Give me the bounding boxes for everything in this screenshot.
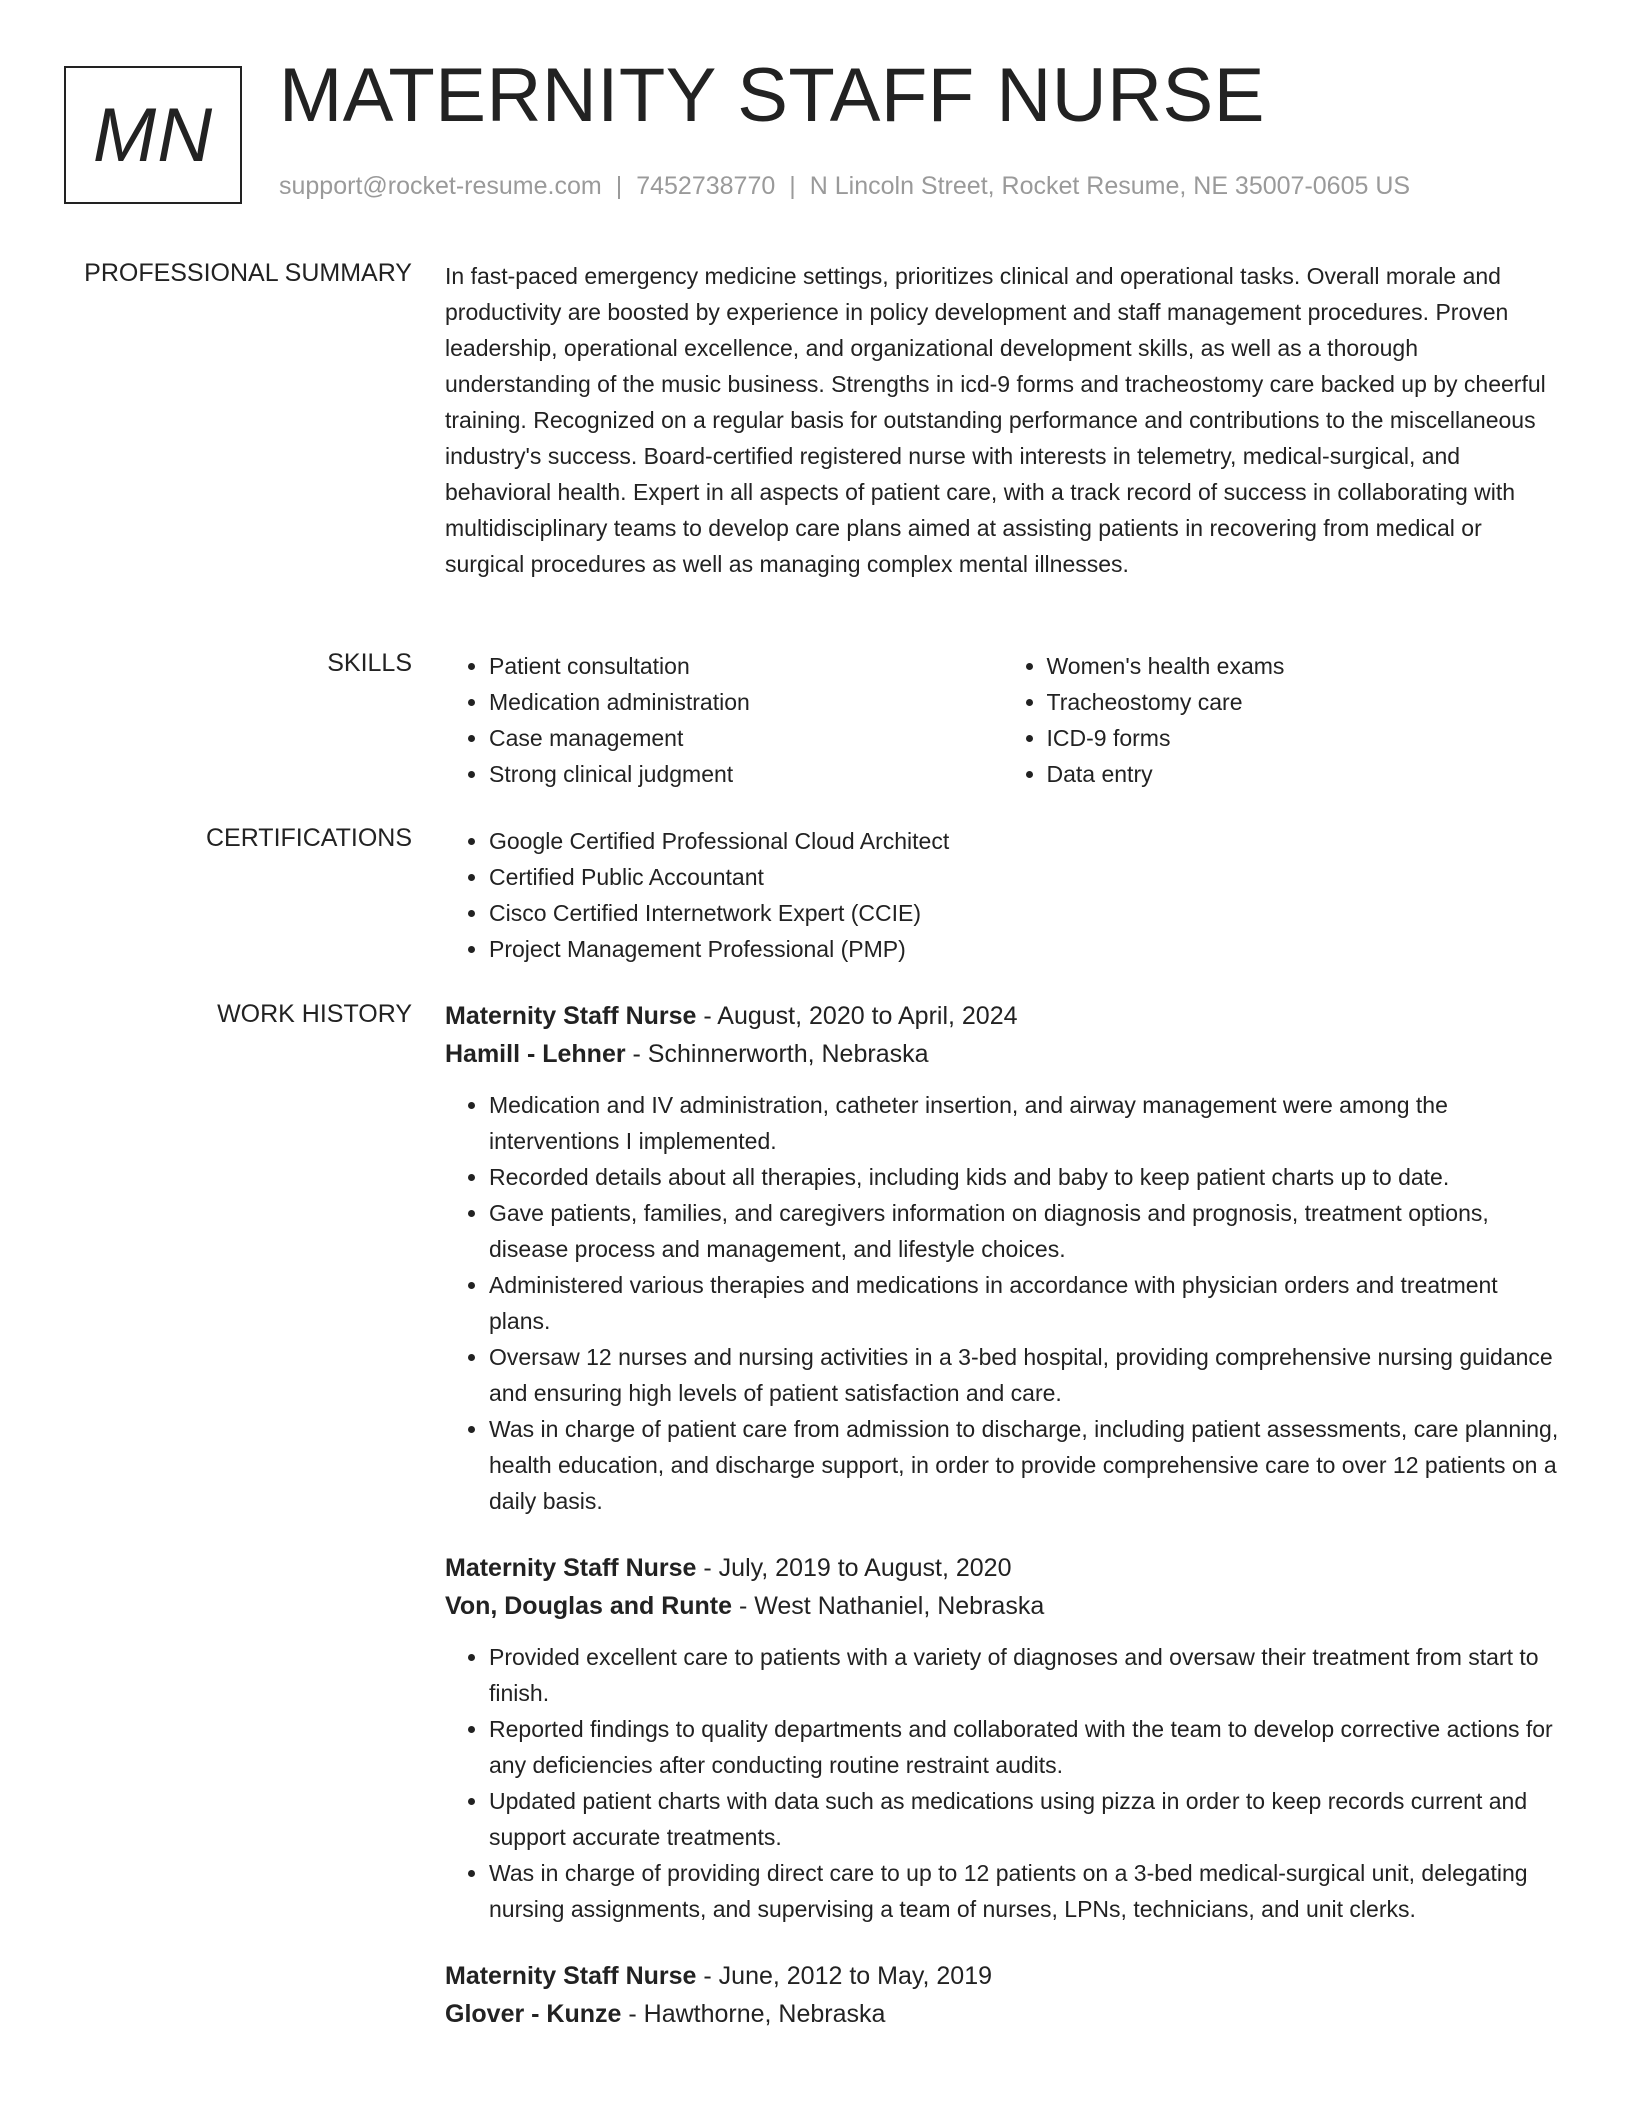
job-company: Von, Douglas and Runte [445,1592,733,1620]
job-bullet: • Reported findings to quality departments and collaborated with the team to develop corrective actions for any deficiencies after conducting routine restraint audits. [489,1711,1560,1783]
section-label-skills: SKILLS [327,649,412,677]
job-bullet: • Administered various therapies and medications in accordance with physician orders and treatment plans. [489,1267,1560,1339]
skills-columns [445,648,1560,792]
skill-item: • Women's health exams [1047,648,1561,684]
skills-list-left [445,648,1003,792]
certifications-list [445,823,1560,967]
job-bullet: • Provided excellent care to patients with a variety of diagnoses and oversaw their treatment from start to finish. [489,1639,1560,1711]
summary-body [445,258,1560,582]
contact-separator: | [789,172,796,200]
skill-item: • Patient consultation [489,648,1003,684]
certification-item: • Certified Public Accountant [489,859,1560,895]
job-bullet: • Oversaw 12 nurses and nursing activities in a 3-bed hospital, providing comprehensive nursing guidance and ensuring high levels of patient satisfaction and care. [489,1339,1560,1411]
job-company: Glover - Kunze [445,2000,622,2028]
skill-item: • Tracheostomy care [1047,684,1561,720]
certifications-body [445,823,1560,967]
work-history-body [445,997,1560,2063]
contact-line [279,174,1410,199]
certification-item: • Cisco Certified Internetwork Expert (CCIE) [489,895,1560,931]
certification-item: • Project Management Professional (PMP) [489,931,1560,967]
section-label-certifications: CERTIFICATIONS [205,824,412,852]
skill-item: • Strong clinical judgment [489,756,1003,792]
job-bullet: • Was in charge of providing direct care to up to 12 patients on a 3-bed medical-surgical unit, delegating nursing assignments, and supervising a team of nurses, LPNs, technicians, and unit clerks. [489,1855,1560,1927]
job-entry [445,997,1560,1519]
job-title: Maternity Staff Nurse [445,1002,697,1030]
job-title-line [445,997,1560,1035]
job-dates: - July, 2019 to August, 2020 [696,1554,1012,1582]
job-bullets [445,1639,1560,1927]
job-company-line [445,1035,1560,1073]
job-title: Maternity Staff Nurse [445,1962,697,1990]
job-company: Hamill - Lehner [445,1040,626,1068]
contact-address: N Lincoln Street, Rocket Resume, NE 35007-0605 US [809,172,1411,200]
job-title: Maternity Staff Nurse [445,1554,697,1582]
monogram-logo: MN [64,66,242,204]
job-dates: - August, 2020 to April, 2024 [696,1002,1018,1030]
job-bullet: • Recorded details about all therapies, including kids and baby to keep patient charts up to date. [489,1159,1560,1195]
job-title-line [445,1549,1560,1587]
job-bullet: • Gave patients, families, and caregivers information on diagnosis and prognosis, treatment options, disease process and management, and lifestyle choices. [489,1195,1560,1267]
job-title-line [445,1957,1560,1995]
skill-item: • Medication administration [489,684,1003,720]
section-label-summary: PROFESSIONAL SUMMARY [84,259,412,287]
job-location: - Hawthorne, Nebraska [621,2000,886,2028]
job-company-line [445,1995,1560,2033]
contact-phone: 7452738770 [636,172,776,200]
skills-body [445,648,1560,792]
skill-item: • Data entry [1047,756,1561,792]
job-bullets [445,1087,1560,1519]
contact-separator: | [615,172,623,200]
skill-item: • ICD-9 forms [1047,720,1561,756]
summary-text: In fast-paced emergency medicine settings, prioritizes clinical and operational tasks. Overall morale and productivity are boosted by experience in policy development and staff management procedures. Proven leadership, operational excellence, and organizational development skills, as well as a thorough understanding of the music business. Strengths in icd-9 forms and tracheostomy care backed up by cheerful training. Recognized on a regular basis for outstanding performance and contributions to the miscellaneous industry's success. Board-certified registered nurse with interests in telemetry, medical-surgical, and behavioral health. Expert in all aspects of patient care, with a track record of success in collaborating with multidisciplinary teams to develop care plans aimed at assisting patients in recovering from medical or surgical procedures as well as managing complex mental illnesses. [445,263,1546,577]
skills-list-right [1003,648,1561,792]
job-bullet: • Was in charge of patient care from admission to discharge, including patient assessments, care planning, health education, and discharge support, in order to provide comprehensive care to over 12 patients on a daily basis. [489,1411,1560,1519]
resume-name-title: MATERNITY STAFF NURSE [279,53,1265,138]
job-company-line [445,1587,1560,1625]
job-entry [445,1549,1560,1927]
job-bullet: • Updated patient charts with data such as medications using pizza in order to keep records current and support accurate treatments. [489,1783,1560,1855]
contact-email: support@rocket-resume.com [279,172,602,200]
job-entry [445,1957,1560,2033]
job-location: - Schinnerworth, Nebraska [625,1040,929,1068]
section-label-work-history: WORK HISTORY [217,1000,412,1028]
job-dates: - June, 2012 to May, 2019 [696,1962,993,1990]
job-bullet: • Medication and IV administration, catheter insertion, and airway management were among the interventions I implemented. [489,1087,1560,1159]
job-location: - West Nathaniel, Nebraska [732,1592,1045,1620]
skill-item: • Case management [489,720,1003,756]
certification-item: • Google Certified Professional Cloud Architect [489,823,1560,859]
